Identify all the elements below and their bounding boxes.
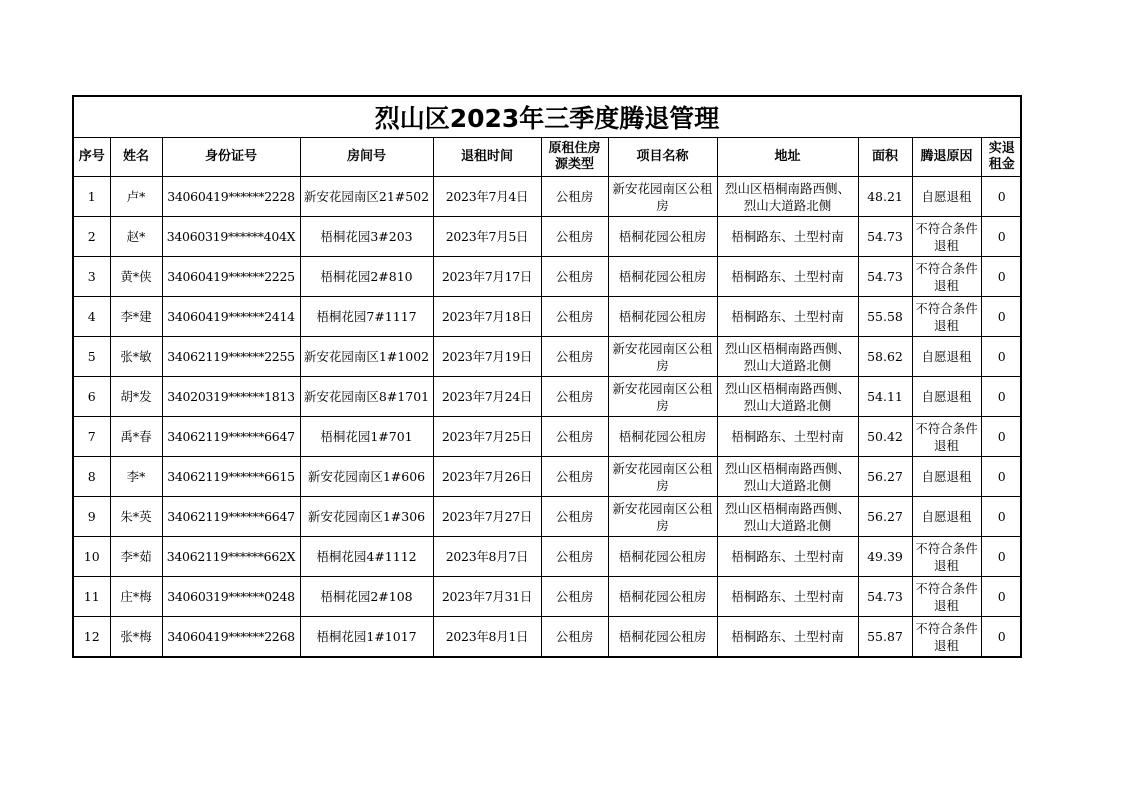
cell-room-number (300, 257, 433, 297)
cell-checkout-date (433, 577, 541, 617)
cell-room-number (300, 217, 433, 257)
table-row (74, 617, 1022, 657)
cell-text: 庄*梅 (120, 589, 152, 604)
header-row (74, 138, 1022, 177)
cell-text: 34060319******404X (166, 229, 296, 244)
cell-project-name (608, 537, 717, 577)
cell-reason (912, 497, 981, 537)
cell-row-number (74, 537, 110, 577)
column-header: 腾退原因 (912, 138, 981, 177)
cell-name (110, 457, 162, 497)
cell-text: 34062119******6647 (167, 509, 295, 524)
cell-text: 公租房 (555, 189, 594, 204)
cell-row-number (74, 337, 110, 377)
cell-rent-refund (981, 577, 1022, 617)
cell-id-number (162, 577, 300, 617)
cell-rent-refund (981, 497, 1022, 537)
cell-row-number (74, 217, 110, 257)
cell-text: 公租房 (555, 429, 594, 444)
cell-text: 54.73 (867, 229, 903, 244)
cell-text: 朱*英 (120, 509, 152, 524)
cell-area (858, 537, 912, 577)
cell-area (858, 297, 912, 337)
cell-text: 赵* (126, 229, 146, 244)
cell-text: 公租房 (555, 309, 594, 324)
cell-text: 2023年7月18日 (441, 309, 533, 324)
cell-project-name (608, 377, 717, 417)
column-header: 项目名称 (608, 138, 717, 177)
column-header: 地址 (717, 138, 858, 177)
cell-name (110, 297, 162, 337)
cell-room-number (300, 457, 433, 497)
cell-text: 胡*发 (120, 389, 152, 404)
cell-reason (912, 537, 981, 577)
cell-text: 55.87 (867, 629, 903, 644)
cell-text: 新安花园南区8#1701 (303, 389, 430, 404)
cell-reason (912, 217, 981, 257)
cell-project-name (608, 177, 717, 217)
cell-checkout-date (433, 217, 541, 257)
cell-name (110, 417, 162, 457)
cell-housing-type (541, 337, 608, 377)
cell-text: 0 (997, 349, 1006, 364)
cell-text: 10 (83, 549, 100, 564)
cell-text: 卢* (126, 189, 146, 204)
cell-text: 梧桐花园2#108 (320, 589, 413, 604)
cell-text: 公租房 (555, 629, 594, 644)
column-header: 实退租金 (981, 138, 1022, 177)
cell-id-number (162, 457, 300, 497)
cell-text: 2 (87, 229, 96, 244)
cell-id-number (162, 537, 300, 577)
cell-text: 2023年7月17日 (441, 269, 533, 284)
column-header: 房间号 (300, 138, 433, 177)
cell-id-number (162, 417, 300, 457)
cell-name (110, 497, 162, 537)
cell-housing-type (541, 257, 608, 297)
cell-text: 0 (997, 469, 1006, 484)
cell-address (717, 257, 858, 297)
cell-text: 梧桐花园公租房 (618, 629, 707, 644)
cell-housing-type (541, 217, 608, 257)
cell-text: 梧桐花园公租房 (618, 229, 707, 244)
cell-text: 梧桐花园3#203 (320, 229, 413, 244)
cell-checkout-date (433, 497, 541, 537)
cell-text: 0 (997, 269, 1006, 284)
cell-address (717, 337, 858, 377)
cell-address (717, 537, 858, 577)
cell-text: 张*敏 (120, 349, 152, 364)
cell-area (858, 377, 912, 417)
cell-text: 7 (87, 429, 96, 444)
cell-text: 5 (87, 349, 96, 364)
cell-row-number (74, 177, 110, 217)
cell-text: 2023年8月1日 (445, 629, 529, 644)
cell-text: 烈山区梧桐南路西侧、烈山大道路北侧 (724, 180, 850, 213)
table-row (74, 377, 1022, 417)
cell-housing-type (541, 577, 608, 617)
cell-text: 梧桐路东、土型村南 (731, 309, 844, 324)
cell-name (110, 217, 162, 257)
cell-area (858, 457, 912, 497)
data-table (74, 138, 1022, 656)
cell-name (110, 377, 162, 417)
cell-text: 梧桐路东、土型村南 (731, 549, 844, 564)
cell-text: 0 (997, 629, 1006, 644)
cell-id-number (162, 617, 300, 657)
cell-project-name (608, 617, 717, 657)
cell-text: 不符合条件退租 (915, 300, 978, 333)
cell-address (717, 177, 858, 217)
cell-text: 34060419******2268 (167, 629, 295, 644)
cell-text: 梧桐路东、土型村南 (731, 629, 844, 644)
cell-row-number (74, 297, 110, 337)
cell-room-number (300, 537, 433, 577)
cell-text: 梧桐花园公租房 (618, 589, 707, 604)
cell-reason (912, 337, 981, 377)
table-row (74, 337, 1022, 377)
cell-text: 2023年7月26日 (441, 469, 533, 484)
table-row (74, 257, 1022, 297)
cell-rent-refund (981, 337, 1022, 377)
cell-text: 不符合条件退租 (915, 260, 978, 293)
cell-id-number (162, 217, 300, 257)
cell-project-name (608, 337, 717, 377)
cell-text: 梧桐花园公租房 (618, 549, 707, 564)
cell-text: 54.73 (867, 589, 903, 604)
cell-id-number (162, 297, 300, 337)
cell-name (110, 577, 162, 617)
cell-text: 梧桐花园公租房 (618, 269, 707, 284)
column-header: 身份证号 (162, 138, 300, 177)
table-row (74, 457, 1022, 497)
cell-text: 0 (997, 549, 1006, 564)
cell-text: 新安花园南区1#606 (307, 469, 426, 484)
cell-text: 34062119******6615 (167, 469, 295, 484)
cell-area (858, 577, 912, 617)
cell-text: 新安花园南区1#306 (307, 509, 426, 524)
cell-checkout-date (433, 337, 541, 377)
cell-text: 不符合条件退租 (915, 420, 978, 453)
cell-text: 自愿退租 (921, 189, 972, 204)
cell-text: 新安花园南区21#502 (303, 189, 430, 204)
cell-text: 1 (87, 189, 96, 204)
cell-project-name (608, 257, 717, 297)
cell-text: 不符合条件退租 (915, 540, 978, 573)
cell-text: 2023年7月31日 (441, 589, 533, 604)
cell-reason (912, 417, 981, 457)
cell-text: 34060319******0248 (167, 589, 295, 604)
cell-text: 梧桐花园1#1017 (316, 629, 417, 644)
column-header: 序号 (74, 138, 110, 177)
cell-text: 6 (87, 389, 96, 404)
cell-text: 烈山区梧桐南路西侧、烈山大道路北侧 (724, 500, 850, 533)
cell-text: 新安花园南区公租房 (612, 460, 713, 493)
cell-text: 梧桐花园1#701 (320, 429, 413, 444)
cell-name (110, 537, 162, 577)
cell-row-number (74, 497, 110, 537)
cell-text: 不符合条件退租 (915, 580, 978, 613)
cell-room-number (300, 617, 433, 657)
cell-text: 0 (997, 309, 1006, 324)
cell-area (858, 617, 912, 657)
cell-housing-type (541, 297, 608, 337)
column-header: 姓名 (110, 138, 162, 177)
cell-checkout-date (433, 537, 541, 577)
cell-text: 2023年7月4日 (445, 189, 529, 204)
cell-text: 0 (997, 429, 1006, 444)
cell-text: 新安花园南区1#1002 (303, 349, 430, 364)
cell-text: 黄*侠 (120, 269, 152, 284)
cell-project-name (608, 457, 717, 497)
table-row (74, 217, 1022, 257)
cell-area (858, 497, 912, 537)
cell-address (717, 297, 858, 337)
cell-text: 9 (87, 509, 96, 524)
cell-area (858, 177, 912, 217)
column-header: 面积 (858, 138, 912, 177)
cell-text: 34062119******2255 (167, 349, 295, 364)
cell-name (110, 617, 162, 657)
cell-housing-type (541, 617, 608, 657)
cell-text: 0 (997, 509, 1006, 524)
cell-text: 自愿退租 (921, 509, 972, 524)
cell-text: 3 (87, 269, 96, 284)
sheet-title: 烈山区2023年三季度腾退管理 (74, 97, 1020, 138)
cell-text: 54.11 (867, 389, 903, 404)
cell-rent-refund (981, 217, 1022, 257)
cell-text: 公租房 (555, 509, 594, 524)
cell-housing-type (541, 377, 608, 417)
cell-rent-refund (981, 377, 1022, 417)
cell-text: 张*梅 (120, 629, 152, 644)
cell-text: 0 (997, 389, 1006, 404)
cell-text: 49.39 (867, 549, 903, 564)
cell-room-number (300, 417, 433, 457)
cell-text: 34060419******2225 (167, 269, 295, 284)
cell-address (717, 417, 858, 457)
cell-text: 梧桐花园2#810 (320, 269, 413, 284)
cell-room-number (300, 337, 433, 377)
cell-row-number (74, 617, 110, 657)
cell-checkout-date (433, 257, 541, 297)
cell-housing-type (541, 457, 608, 497)
cell-text: 烈山区梧桐南路西侧、烈山大道路北侧 (724, 380, 850, 413)
cell-text: 54.73 (867, 269, 903, 284)
cell-text: 公租房 (555, 589, 594, 604)
cell-address (717, 217, 858, 257)
cell-row-number (74, 417, 110, 457)
cell-text: 公租房 (555, 349, 594, 364)
column-header: 退租时间 (433, 138, 541, 177)
cell-text: 公租房 (555, 269, 594, 284)
cell-address (717, 577, 858, 617)
cell-project-name (608, 497, 717, 537)
cell-text: 56.27 (867, 469, 903, 484)
cell-text: 58.62 (867, 349, 903, 364)
cell-text: 禹*春 (120, 429, 152, 444)
cell-text: 新安花园南区公租房 (612, 380, 713, 413)
cell-checkout-date (433, 377, 541, 417)
cell-text: 0 (997, 589, 1006, 604)
cell-text: 李*建 (120, 309, 152, 324)
cell-rent-refund (981, 417, 1022, 457)
cell-text: 不符合条件退租 (915, 620, 978, 653)
cell-text: 4 (87, 309, 96, 324)
cell-text: 2023年8月7日 (445, 549, 529, 564)
cell-checkout-date (433, 617, 541, 657)
cell-text: 55.58 (867, 309, 903, 324)
cell-reason (912, 257, 981, 297)
table-row (74, 177, 1022, 217)
cell-text: 公租房 (555, 229, 594, 244)
cell-project-name (608, 417, 717, 457)
cell-rent-refund (981, 457, 1022, 497)
cell-reason (912, 377, 981, 417)
cell-text: 34020319******1813 (167, 389, 295, 404)
cell-text: 李*茹 (120, 549, 152, 564)
table-row (74, 417, 1022, 457)
cell-text: 新安花园南区公租房 (612, 500, 713, 533)
spreadsheet (72, 95, 1022, 658)
cell-row-number (74, 377, 110, 417)
cell-area (858, 337, 912, 377)
cell-checkout-date (433, 417, 541, 457)
cell-area (858, 417, 912, 457)
cell-text: 公租房 (555, 389, 594, 404)
cell-name (110, 177, 162, 217)
cell-text: 梧桐路东、土型村南 (731, 229, 844, 244)
cell-name (110, 257, 162, 297)
cell-text: 梧桐花园公租房 (618, 309, 707, 324)
cell-checkout-date (433, 457, 541, 497)
cell-row-number (74, 257, 110, 297)
cell-reason (912, 177, 981, 217)
cell-text: 梧桐路东、土型村南 (731, 429, 844, 444)
cell-text: 2023年7月19日 (441, 349, 533, 364)
cell-address (717, 497, 858, 537)
cell-room-number (300, 497, 433, 537)
cell-text: 自愿退租 (921, 389, 972, 404)
cell-housing-type (541, 177, 608, 217)
cell-text: 11 (83, 589, 100, 604)
cell-checkout-date (433, 297, 541, 337)
cell-text: 公租房 (555, 469, 594, 484)
table-row (74, 577, 1022, 617)
cell-text: 烈山区梧桐南路西侧、烈山大道路北侧 (724, 340, 850, 373)
cell-address (717, 457, 858, 497)
cell-text: 56.27 (867, 509, 903, 524)
cell-text: 48.21 (867, 189, 903, 204)
cell-reason (912, 457, 981, 497)
cell-text: 34060419******2414 (167, 309, 295, 324)
cell-text: 0 (997, 189, 1006, 204)
cell-rent-refund (981, 617, 1022, 657)
cell-text: 12 (83, 629, 100, 644)
cell-id-number (162, 337, 300, 377)
column-header: 原租住房源类型 (541, 138, 608, 177)
cell-room-number (300, 577, 433, 617)
cell-address (717, 617, 858, 657)
cell-room-number (300, 377, 433, 417)
cell-housing-type (541, 497, 608, 537)
cell-housing-type (541, 417, 608, 457)
cell-text: 34062119******662X (166, 549, 296, 564)
cell-row-number (74, 577, 110, 617)
cell-housing-type (541, 537, 608, 577)
cell-text: 2023年7月27日 (441, 509, 533, 524)
cell-area (858, 217, 912, 257)
cell-id-number (162, 177, 300, 217)
cell-checkout-date (433, 177, 541, 217)
cell-text: 梧桐花园公租房 (618, 429, 707, 444)
cell-address (717, 377, 858, 417)
cell-room-number (300, 297, 433, 337)
cell-reason (912, 297, 981, 337)
cell-text: 不符合条件退租 (915, 220, 978, 253)
cell-text: 自愿退租 (921, 469, 972, 484)
cell-text: 2023年7月25日 (441, 429, 533, 444)
cell-id-number (162, 377, 300, 417)
cell-text: 公租房 (555, 549, 594, 564)
cell-text: 50.42 (867, 429, 903, 444)
cell-id-number (162, 257, 300, 297)
cell-id-number (162, 497, 300, 537)
cell-text: 0 (997, 229, 1006, 244)
cell-name (110, 337, 162, 377)
cell-reason (912, 617, 981, 657)
cell-project-name (608, 297, 717, 337)
cell-text: 梧桐花园7#1117 (316, 309, 417, 324)
cell-text: 梧桐花园4#1112 (316, 549, 417, 564)
table-row (74, 537, 1022, 577)
table-row (74, 497, 1022, 537)
cell-text: 34062119******6647 (167, 429, 295, 444)
cell-project-name (608, 217, 717, 257)
cell-text: 新安花园南区公租房 (612, 340, 713, 373)
cell-rent-refund (981, 257, 1022, 297)
cell-text: 新安花园南区公租房 (612, 180, 713, 213)
cell-area (858, 257, 912, 297)
cell-rent-refund (981, 537, 1022, 577)
cell-project-name (608, 577, 717, 617)
cell-room-number (300, 177, 433, 217)
cell-text: 2023年7月24日 (441, 389, 533, 404)
cell-text: 梧桐路东、土型村南 (731, 269, 844, 284)
table-row (74, 297, 1022, 337)
cell-rent-refund (981, 297, 1022, 337)
cell-row-number (74, 457, 110, 497)
cell-text: 2023年7月5日 (445, 229, 529, 244)
cell-text: 烈山区梧桐南路西侧、烈山大道路北侧 (724, 460, 850, 493)
cell-text: 李* (126, 469, 146, 484)
cell-text: 自愿退租 (921, 349, 972, 364)
cell-reason (912, 577, 981, 617)
cell-text: 34060419******2228 (167, 189, 295, 204)
cell-text: 8 (87, 469, 96, 484)
cell-text: 梧桐路东、土型村南 (731, 589, 844, 604)
cell-rent-refund (981, 177, 1022, 217)
